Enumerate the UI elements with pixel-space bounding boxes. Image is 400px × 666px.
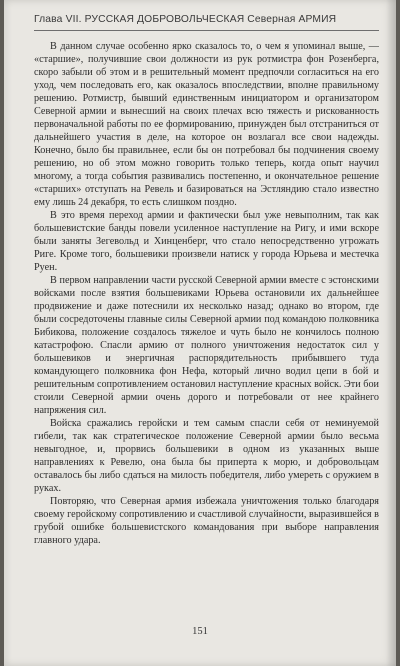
paragraph: В это время переход армии и фактически был уже невыполним, так как большевистские банды повели усиленное наступление на Ригу, и ими вскоре были заняты Зегевольд и Хинценберг, что стало непосредственно угрожать Риге. Кроме того, большевики произвели натиск у города Юрьева и местечка Руен.: [34, 210, 379, 273]
paragraph: В данном случае особенно ярко сказалось то, о чем я упоминал выше, — «старшие», получившие свои должности из рук ротмистра фон Розенберга, скоро забыли об этом и в решительный момент предпочли согласиться на его уход, чем последовать его, как оказалось впоследствии, вполне правильному решению. Ротмистр, бывший единственным инициатором и организатором Северной армии и вынесший на своих плечах всю тяжесть и рискованность первоначальной работы по ее формированию, принужден был отстраниться от дальнейшего участия в деле, на которое он возлагал все свои надежды. Конечно, было бы правильнее, если бы он потребовал бы подчинения своему решению, но об этом можно говорить только теперь, когда опыт научил многому, а тогда события развивались постепенно, и окончательное решение «старших» отступать на Ревель и базироваться на Эстляндию стало известно ему лишь 24 декабря, то есть слишком поздно.: [34, 41, 379, 208]
page-body: [34, 40, 379, 547]
running-header: Глава VII. РУССКАЯ ДОБРОВОЛЬЧЕСКАЯ Северная АРМИЯ: [34, 14, 337, 25]
book-page: [4, 0, 396, 666]
header-rule: [34, 30, 379, 31]
page-number: 151: [192, 626, 208, 637]
paragraph: В первом направлении части русской Северной армии вместе с эстонскими войсками после взятия большевиками Юрьева остановили их дальнейшее продвижение и даже потеснили их несколько назад; однако во втором, где были сосредоточены главные силы Северной армии под командою полковника Бибикова, положение создалось тяжелое и чуть было не кончилось полною катастрофою. Спасли армию от полного уничтожения недостаток сил у большевиков и энергичная распорядительность прибывшего туда командующего полковника фон Нефа, который лично водил цепи в бой и решительным сопротивлением остановил наступление красных войск. Эти бои стоили Северной армии очень дорого и потребовали от нее крайнего напряжения сил.: [34, 275, 379, 416]
page-edge-shadow: [386, 0, 396, 666]
paragraph: Войска сражались геройски и тем самым спасли себя от неминуемой гибели, так как стратегическое положение Северной армии было весьма невыгодное, и, прорвись большевики в одном из указанных выше направлениях к Ревелю, она была бы приперта к морю, и добровольцам оставалось бы либо сдаться на милость победителя, либо умереть с оружием в руках.: [34, 418, 379, 494]
paragraph: Повторяю, что Северная армия избежала уничтожения только благодаря своему геройскому сопротивлению и счастливой случайности, выразившейся в грубой ошибке большевистского командования при выборе направления главного удара.: [34, 496, 379, 546]
